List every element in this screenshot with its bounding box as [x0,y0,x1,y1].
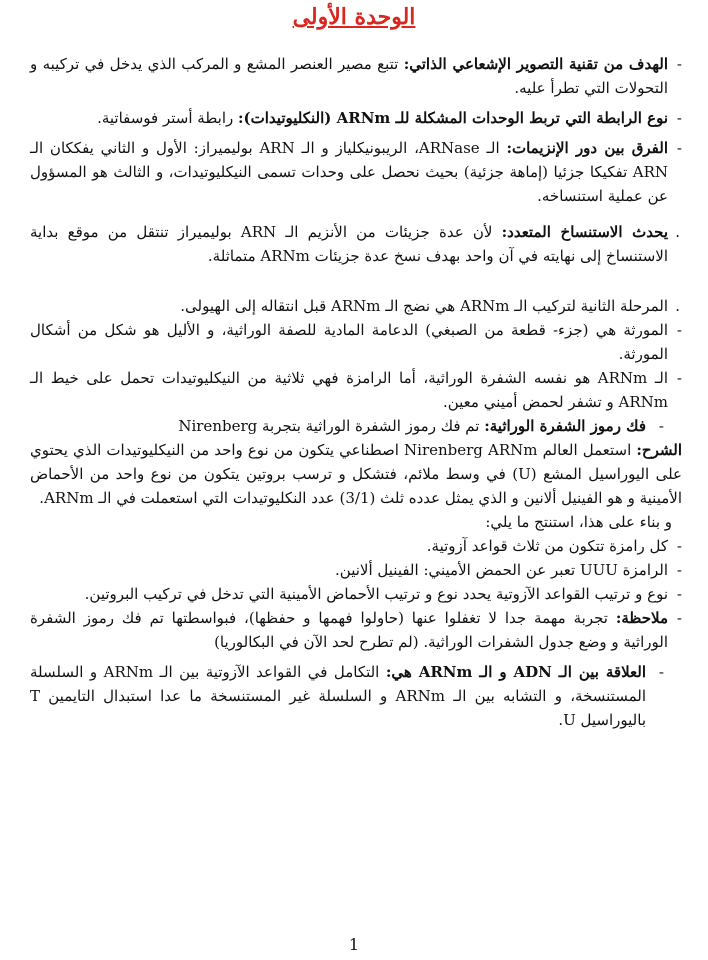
paragraph-codon: - الـ ARNm هو نفسه الشفرة الوراثية، أما الرامزة فهي ثلاثية من النيكليوتيدات تحمل على خيط الـ ARNm و تشفر لحمض أميني معين. [30,366,682,414]
list-item-base-order: - نوع و ترتيب القواعد الآزوتية يحدد نوع و ترتيب الأحماض الأمينية التي تدخل في تركيب البروتين. [30,582,682,606]
list-item-codon-three-bases: - كل رامزة تتكون من ثلاث قواعد آزوتية. [30,534,682,558]
paragraph-note: - ملاحظة: تجربة مهمة جدا لا تغفلوا عنها (حاولوا فهمها و حفظها)، فبواسطتها تم فك رموز الشفرة الوراثية و وضع جدول الشفرات الوراثية. (لم تطرح لحد الآن في البكالوريا) [30,606,682,654]
page-number: 1 [348,935,360,954]
content-body [30,52,682,732]
paragraph-gene-allele: - المورثة هي (جزء- قطعة من الصبغي) الدعامة المادية للصفة الوراثية، و الأليل هو شكل من أشكال المورثة. [30,318,682,366]
paragraph-multiple-transcription: . يحدث الاستنساخ المتعدد: لأن عدة جزيئات من الأنزيم الـ ARN بوليميراز تنتقل من موقع بداية الاستنساخ إلى نهايته في آن واحد بهدف نسخ عدة جزيئات ARNm متماثلة. [30,220,682,268]
paragraph-bond-type: - نوع الرابطة التي تربط الوحدات المشكلة للـ ARNm (النكليوتيدات): رابطة أستر فوسفاتية. [30,106,682,130]
paragraph-adn-arnm-relation: - العلاقة بين الـ ADN و الـ ARNm هي: التكامل في القواعد الآزوتية بين الـ ARNm و السلسلة المستنسخة، و التشابه بين الـ ARNm و السلسلة غير المستنسخة ما عدا استبدال التايمين T باليوراسيل U. [30,660,682,732]
paragraph-enzyme-difference: - الفرق بين دور الإنزيمات: الـ ARNase، الريبونيكلياز و الـ ARN بوليميراز: الأول و الثاني يفككان الـ ARN تفكيكا جزئيا (إماهة جزئية) بحيث نحصل على وحدات تسمى النيكليوتيدات، و الثالث هو المسؤول عن عملية استنساخه. [30,136,682,208]
paragraph-decoding: - فك رموز الشفرة الوراثية: تم فك رموز الشفرة الوراثية بتجربة Nirenberg [30,414,682,438]
paragraph-autoradiography-goal: - الهدف من تقنية التصوير الإشعاعي الذاتي: تتبع مصير العنصر المشع و المركب الذي يدخل في تركيبه و التحولات التي تطرأ عليه. [30,52,682,100]
list-item-uuu-codon: - الرامزة UUU تعبر عن الحمض الأميني: الفينيل ألانين. [30,558,682,582]
paragraph-conclusion-intro: و بناء على هذا، استنتج ما يلي: [485,513,672,531]
paragraph-explanation: الشرح: استعمل العالم Nirenberg ARNm اصطناعي يتكون من نوع واحد من النيكليوتيدات الذي يحتوي على اليوراسيل المشع (U) في وسط ملائم، فتشكل و ترسب بروتين يتكون من نوع واحد من الأحماض الأمينية و هو الفينيل ألانين و الذي يمثل عدده ثلث (3/1) عدد النكليوتيدات التي استعملت في الـ ARNm. [30,441,683,507]
paragraph-maturation: . المرحلة الثانية لتركيب الـ ARNm هي نضج الـ ARNm قبل انتقاله إلى الهيولى. [30,294,682,318]
unit-title: الوحدة الأولى [292,4,416,30]
